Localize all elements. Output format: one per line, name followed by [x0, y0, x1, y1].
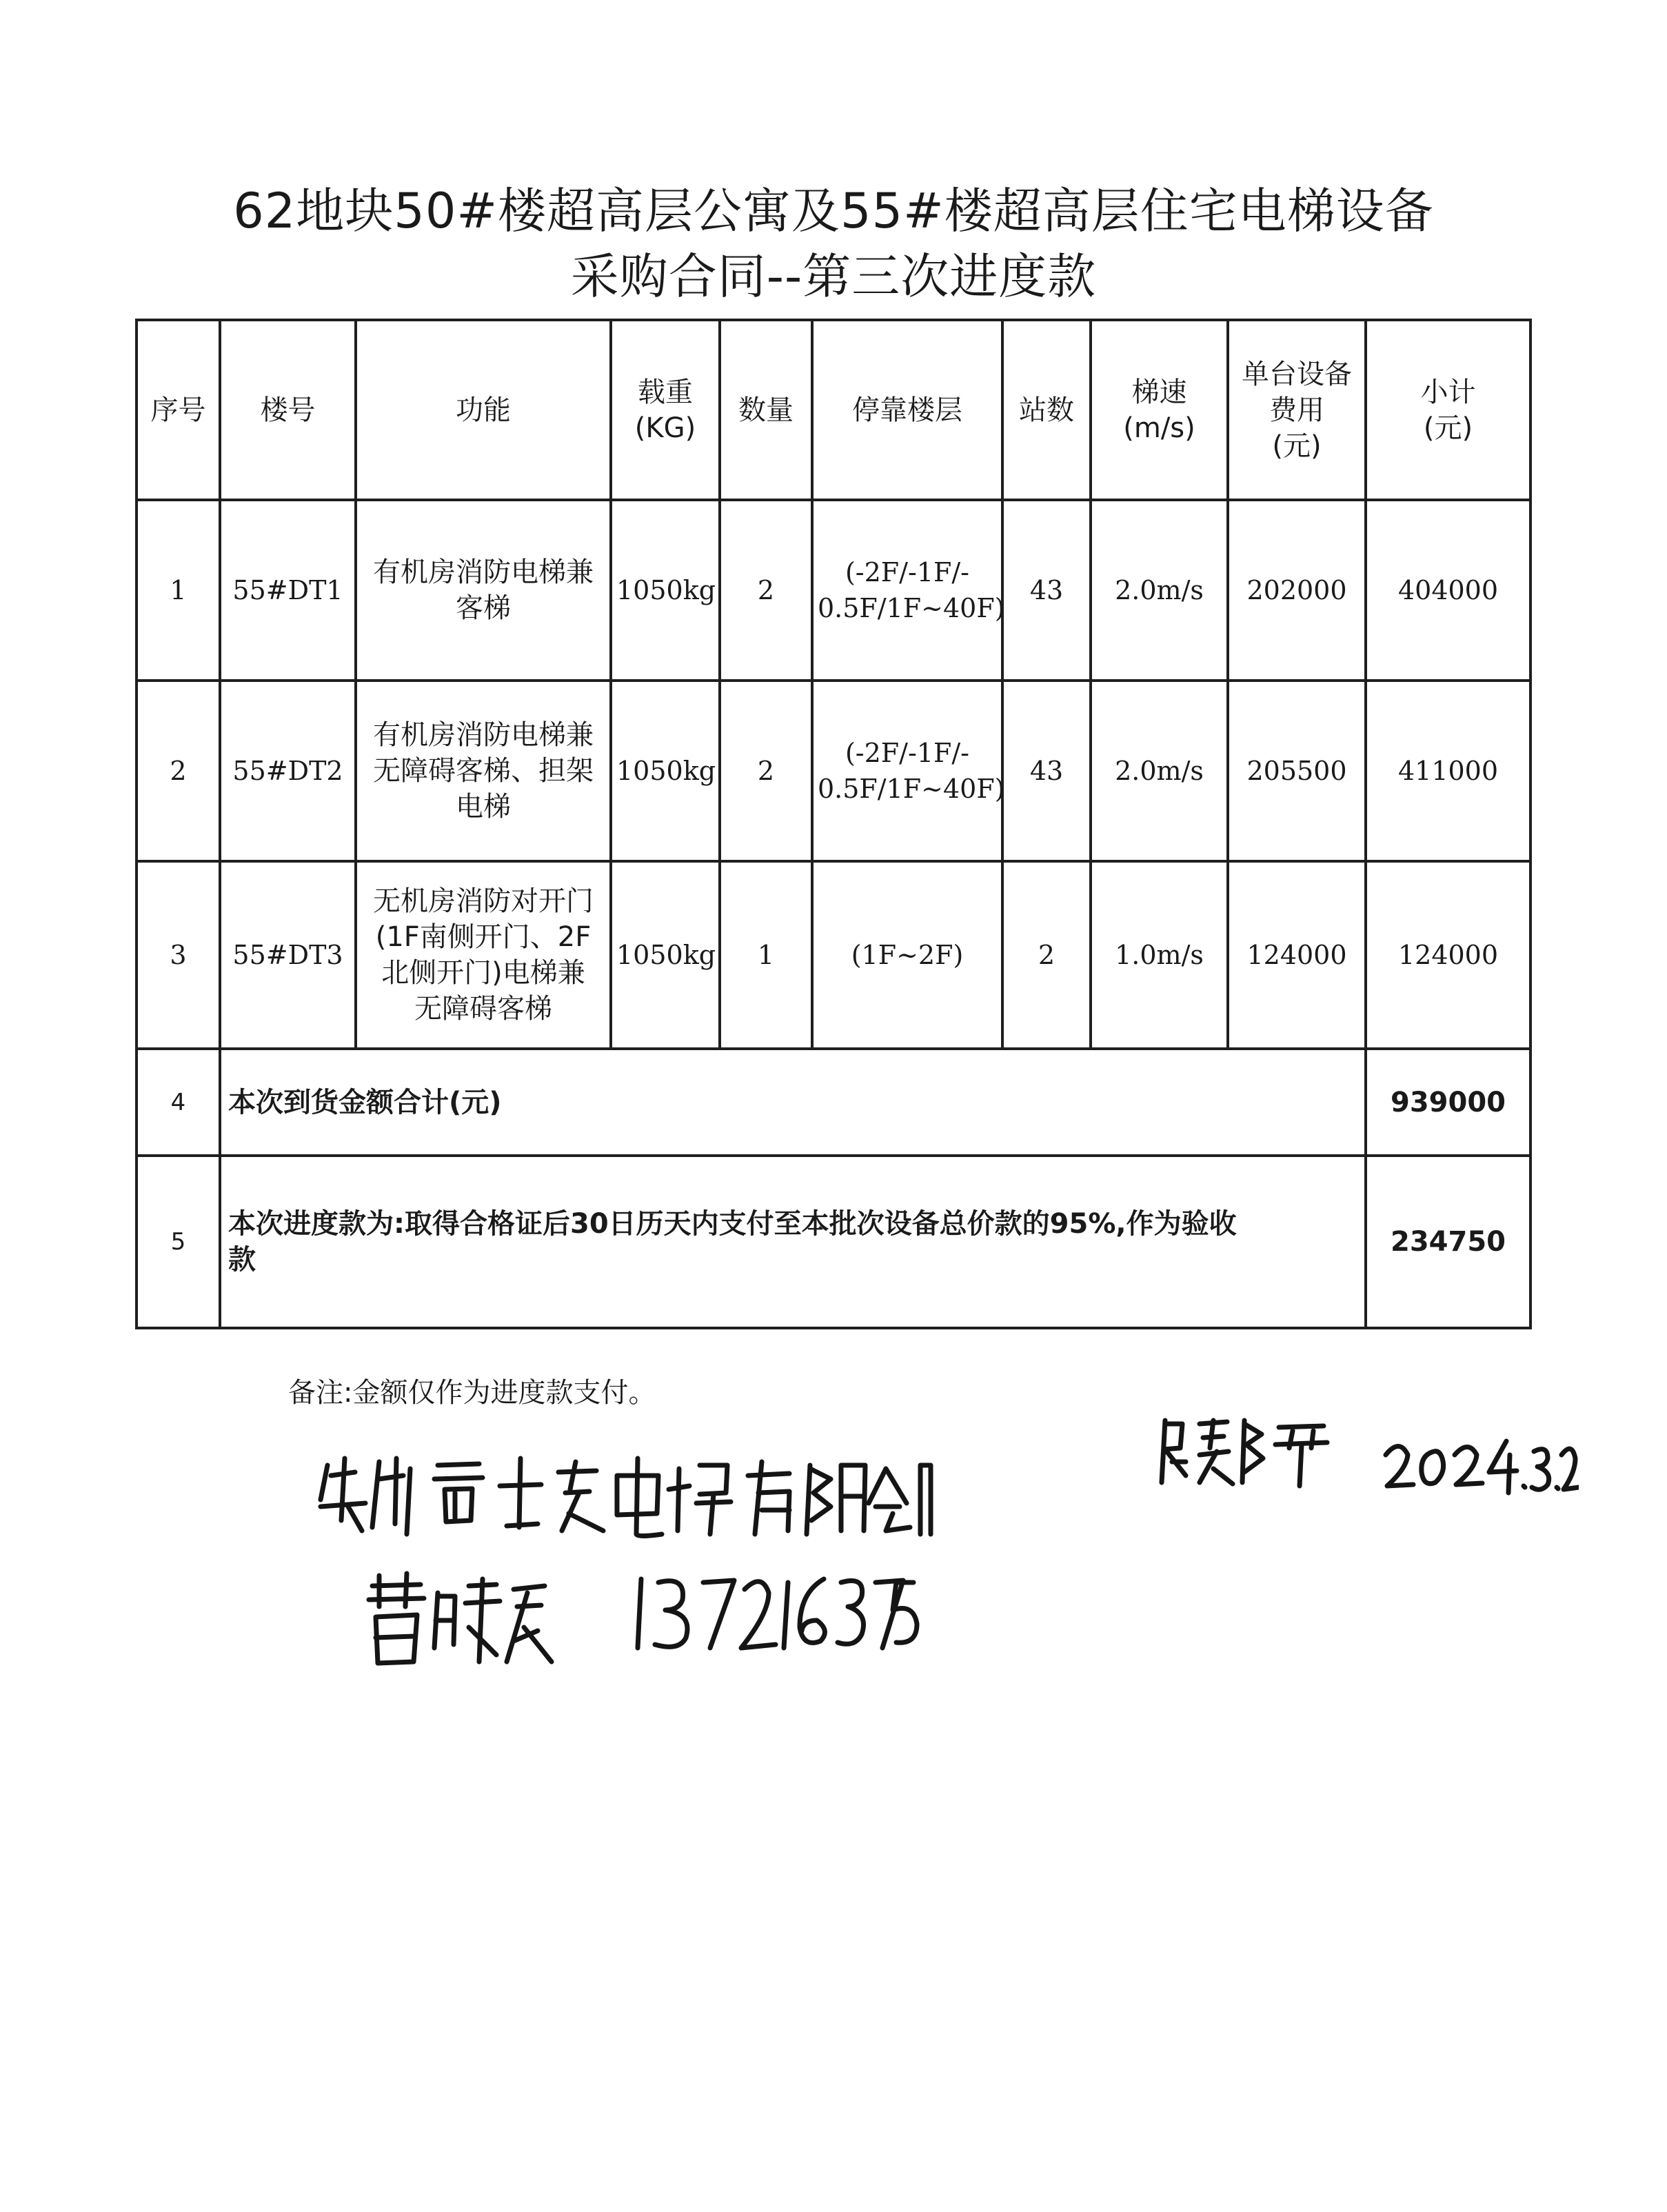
cell-floors-line: 0.5F/1F~40F)	[818, 593, 1005, 623]
header-function: 功能	[356, 320, 611, 500]
total-value: 939000	[1366, 1049, 1530, 1156]
header-subtotal-line2: (元)	[1423, 412, 1473, 444]
header-load	[611, 320, 720, 500]
cell-floors	[812, 500, 1005, 681]
cell-function-line: 北侧开门)电梯兼	[381, 957, 585, 989]
progress-payment-row	[137, 1156, 1530, 1328]
header-speed	[1091, 320, 1228, 500]
cell-subtotal: 124000	[1366, 861, 1530, 1049]
cell-building: 55#DT3	[220, 861, 356, 1049]
cell-function	[356, 861, 611, 1049]
cell-load: 1050kg	[611, 681, 720, 861]
cell-speed: 2.0m/s	[1091, 500, 1228, 681]
cell-stations: 43	[1002, 500, 1091, 681]
cell-function-line: 电梯	[456, 791, 511, 823]
cell-floors	[812, 861, 1002, 1049]
table-row	[137, 861, 1530, 1049]
header-unit-price-line2: 费用	[1269, 394, 1324, 426]
header-unit-price-line3: (元)	[1272, 430, 1322, 462]
cell-stations: 43	[1002, 681, 1091, 861]
header-qty: 数量	[720, 320, 812, 500]
header-seq: 序号	[137, 320, 220, 500]
cell-function-line: 有机房消防电梯兼	[373, 556, 594, 588]
cell-function-line: 无障碍客梯、担架	[373, 755, 594, 787]
table-row	[137, 500, 1530, 681]
header-building: 楼号	[220, 320, 356, 500]
cell-unit-price: 205500	[1228, 681, 1366, 861]
cell-subtotal: 411000	[1366, 681, 1530, 861]
cell-function-line: 无机房消防对开门	[373, 885, 594, 917]
cell-function-line: 有机房消防电梯兼	[373, 719, 594, 751]
header-load-line1: 载重	[638, 376, 693, 408]
cell-function-line: 客梯	[456, 592, 511, 624]
cell-building: 55#DT1	[220, 500, 356, 681]
date-handwritten	[1379, 1424, 1579, 1500]
cell-stations: 2	[1002, 861, 1091, 1049]
cell-seq: 2	[137, 681, 220, 861]
cell-subtotal: 404000	[1366, 500, 1530, 681]
header-speed-line1: 梯速	[1131, 376, 1187, 408]
table-header-row	[137, 320, 1530, 500]
cell-function	[356, 500, 611, 681]
cell-speed: 2.0m/s	[1091, 681, 1228, 861]
cell-seq: 4	[137, 1049, 220, 1156]
cell-seq: 5	[137, 1156, 220, 1328]
header-unit-price-line1: 单台设备	[1242, 358, 1352, 390]
cell-load: 1050kg	[611, 861, 720, 1049]
cell-qty: 1	[720, 861, 812, 1049]
phone-handwritten	[631, 1565, 920, 1662]
header-floors: 停靠楼层	[812, 320, 1002, 500]
person-handwritten-signature	[358, 1565, 558, 1669]
payment-table	[135, 319, 1532, 1329]
header-load-line2: (KG)	[634, 412, 696, 444]
cell-load: 1050kg	[611, 500, 720, 681]
progress-value: 234750	[1366, 1156, 1530, 1328]
cell-floors-line: 0.5F/1F~40F)	[818, 774, 1005, 804]
header-subtotal-line1: 小计	[1420, 376, 1476, 408]
progress-label	[220, 1156, 1366, 1328]
progress-label-line1: 本次进度款为:取得合格证后30日历天内支付至本批次设备总价款的95%,作为验收	[228, 1208, 1237, 1240]
cell-unit-price: 124000	[1228, 861, 1366, 1049]
company-handwritten-signature	[314, 1438, 934, 1541]
header-speed-line2: (m/s)	[1123, 412, 1195, 444]
cell-function	[356, 681, 611, 861]
cell-function-line: 无障碍客梯	[414, 993, 552, 1025]
header-subtotal	[1366, 320, 1530, 500]
cell-floors-line: (-2F/-1F/-	[845, 557, 970, 587]
cell-floors-line: (-2F/-1F/-	[845, 738, 970, 768]
header-unit-price	[1228, 320, 1366, 500]
cell-floors-line: (1F~2F)	[851, 940, 964, 970]
table-row	[137, 681, 1530, 861]
document-title-line1: 62地块50#楼超高层公寓及55#楼超高层住宅电梯设备	[233, 183, 1434, 239]
cell-seq: 3	[137, 861, 220, 1049]
cell-unit-price: 202000	[1228, 500, 1366, 681]
total-label: 本次到货金额合计(元)	[220, 1049, 1366, 1156]
progress-label-line2: 款	[228, 1244, 256, 1276]
reviewer-handwritten-signature	[1151, 1407, 1337, 1489]
cell-qty: 2	[720, 681, 812, 861]
document-title-line2: 采购合同--第三次进度款	[570, 248, 1097, 305]
remark-note: 备注:金额仅作为进度款支付。	[288, 1377, 656, 1409]
cell-building: 55#DT2	[220, 681, 356, 861]
header-stations: 站数	[1002, 320, 1091, 500]
cell-speed: 1.0m/s	[1091, 861, 1228, 1049]
cell-qty: 2	[720, 500, 812, 681]
total-row	[137, 1049, 1530, 1156]
cell-function-line: (1F南侧开门、2F	[375, 921, 592, 953]
cell-seq: 1	[137, 500, 220, 681]
cell-floors	[812, 681, 1005, 861]
